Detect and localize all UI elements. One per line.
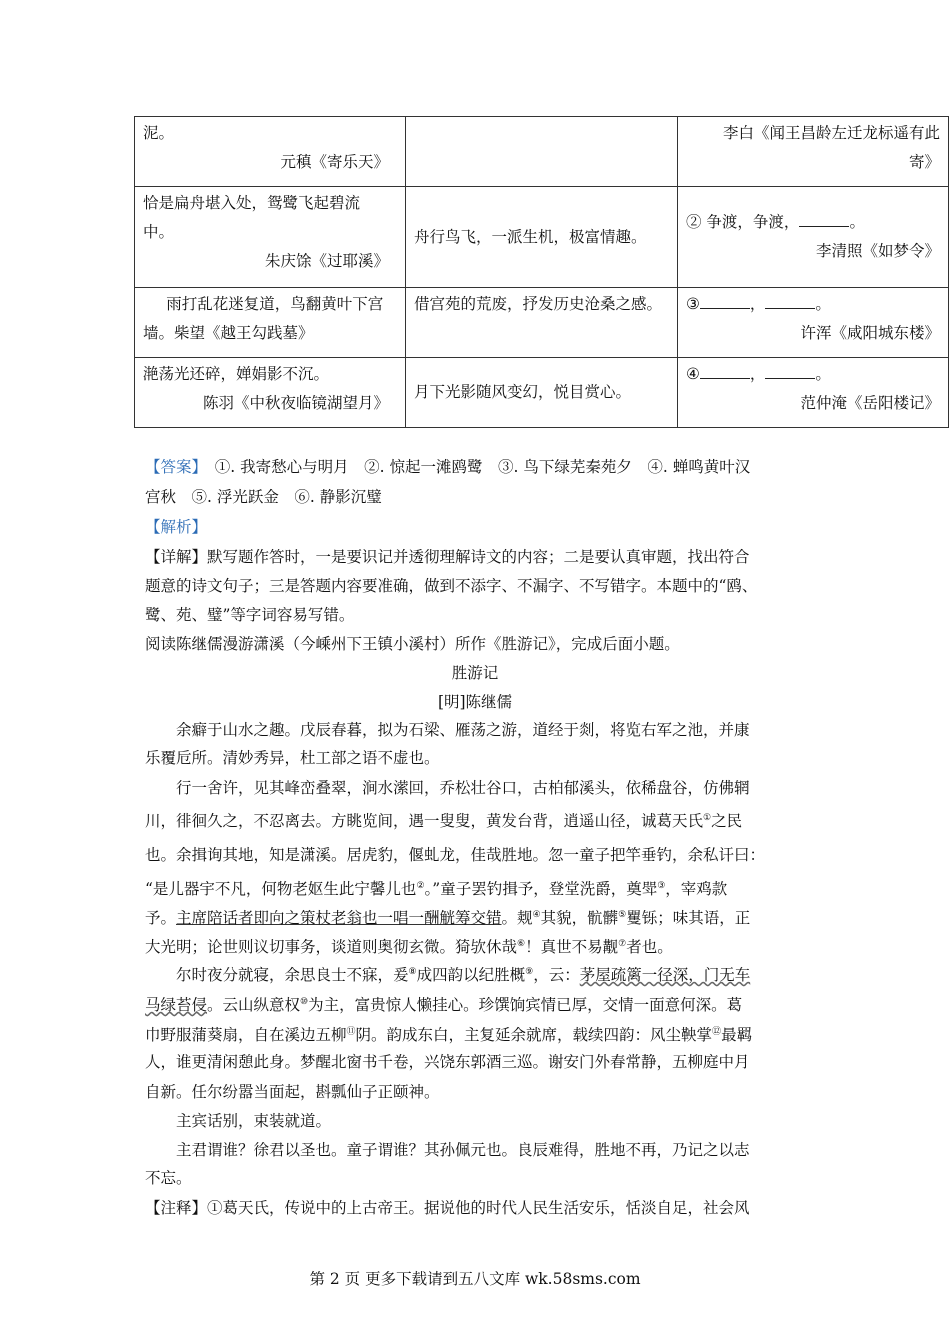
poem-line: 中。 bbox=[143, 223, 175, 241]
punctuation: 。 bbox=[849, 213, 865, 231]
paragraph-line: 主君谓谁？徐君以圣也。童子谓谁？其孙佩元也。良辰难得，胜地不再，乃记之以志 bbox=[176, 1141, 750, 1159]
text-run: 尔时夜分就寝，余思良士不寐，爰 bbox=[176, 966, 409, 985]
analysis-detail: 题意的诗文句子；三是答题内容要准确，做到不添字、不漏字、不写错字。本题中的“鸥、 bbox=[145, 577, 758, 595]
text-run: 矍铄；味其语，正 bbox=[626, 909, 751, 928]
paragraph-line: 主宾话别，束装就道。 bbox=[176, 1112, 332, 1130]
text-run: 川，徘徊久之，不忍离去。方眺览间，遇一叟叟，黄发台背，逍遥山径，诚葛天氏 bbox=[145, 812, 704, 831]
underlined-sentence: 主席陪话者即向之策杖老翁也一唱一酬觥筹交错 bbox=[176, 909, 502, 928]
punctuation: ， bbox=[749, 295, 766, 313]
poem-author: 李清照《如梦令》 bbox=[815, 242, 940, 260]
reading-intro: 阅读陈继儒漫游潇溪（今嵊州下王镇小溪村）所作《胜游记》，完成后面小题。 bbox=[145, 635, 680, 653]
paragraph-line bbox=[145, 1018, 805, 1051]
text-run: 。云山纵意权 bbox=[207, 996, 301, 1015]
text-run: 之民 bbox=[711, 812, 743, 831]
fill-blank[interactable] bbox=[765, 362, 815, 379]
poem-line: 雨打乱花迷复道，鸟翻黄叶下宫 bbox=[166, 295, 384, 313]
fill-blank[interactable] bbox=[700, 362, 750, 379]
footnote-ref: ⑪ bbox=[346, 1027, 356, 1037]
table-row bbox=[135, 117, 949, 187]
table-cell bbox=[406, 358, 678, 428]
poem-line: 滟荡光还碎，婵娟影不沉。 bbox=[143, 365, 330, 383]
annotation-line: 【注释】①葛天氏，传说中的上古帝王。据说他的时代人民生活安乐，恬淡自足，社会风 bbox=[145, 1199, 750, 1217]
table-cell bbox=[678, 187, 949, 288]
footnote-ref: ⑤ bbox=[618, 910, 627, 920]
table-row bbox=[135, 288, 949, 358]
paragraph-line: 人，谁更清闲憩此身。梦醒北窗书千卷，兴饶东郭酒三巡。谢安门外春常静，五柳庭中月 bbox=[145, 1053, 750, 1071]
footnote-ref: ④ bbox=[532, 910, 541, 920]
text-run: 者也。 bbox=[626, 938, 673, 957]
wavy-underlined-text: 马绿苔侵 bbox=[145, 996, 208, 1015]
text-run: “是儿器宇不凡，何物老妪生此宁馨儿也 bbox=[145, 880, 417, 899]
answer-tag: 【答案】 bbox=[145, 458, 200, 476]
footnote-ref: ⑧ bbox=[408, 967, 417, 977]
text-run: 其貌，骯髒 bbox=[540, 909, 619, 928]
wavy-underlined-text: 茅屋疏篱一径深，门无车 bbox=[579, 966, 751, 985]
answer-line-2: 宫秋 ⑤. 浮光跃金 ⑥. 静影沉璧 bbox=[145, 488, 382, 506]
footnote-ref: ⑥ bbox=[517, 939, 526, 949]
footnote-ref: ⑨ bbox=[525, 967, 534, 977]
page-footer: 第 2 页 更多下载请到五八文库 wk.58sms.com bbox=[309, 1270, 641, 1288]
poem-comment: 借宫苑的荒废，抒发历史沧桑之感。 bbox=[414, 295, 663, 313]
poem-author: 元稹《寄乐天》 bbox=[280, 153, 389, 171]
paragraph-line bbox=[145, 901, 805, 934]
poem-author: 范仲淹《岳阳楼记》 bbox=[800, 394, 940, 412]
text-run: 。觌 bbox=[501, 909, 533, 928]
punctuation: ， bbox=[749, 365, 766, 383]
analysis-detail: 【详解】默写题作答时，一是要识记并透彻理解诗文的内容；二是要认真审题，找出符合 bbox=[145, 548, 750, 566]
poem-table bbox=[134, 116, 949, 428]
text-run: 予。 bbox=[145, 909, 177, 928]
table-cell bbox=[406, 117, 678, 187]
paragraph-line bbox=[145, 872, 805, 905]
table-row bbox=[135, 187, 949, 288]
paragraph-line: 不忘。 bbox=[145, 1169, 192, 1187]
analysis-detail: 鹭、苑、璧”等字词容易写错。 bbox=[145, 606, 355, 624]
table-row bbox=[135, 358, 949, 428]
table-cell bbox=[135, 187, 406, 288]
footnote-ref: ② bbox=[416, 881, 425, 891]
answer-line-1 bbox=[145, 453, 805, 483]
footnote-ref: ③ bbox=[657, 881, 666, 891]
paragraph-line: 乐覆卮所。清妙秀异，杜工部之语不虚也。 bbox=[145, 749, 440, 767]
answer-text: ①. 我寄愁心与明月 ②. 惊起一滩鸥鹭 ③. 鸟下绿芜秦苑夕 ④. 蝉鸣黄叶汉 bbox=[214, 458, 751, 476]
footnote-ref: ⑩ bbox=[300, 997, 309, 1007]
paragraph-line bbox=[145, 958, 805, 991]
fill-blank[interactable] bbox=[799, 210, 849, 227]
item-number: ③ bbox=[686, 295, 700, 313]
paragraph-line: 余癖于山水之趣。戊辰春暮，拟为石梁、雁荡之游，道经于剡，将览右军之池，并康 bbox=[176, 721, 750, 739]
poem-line: 恰是扁舟堪入处，鸳鹭飞起碧流 bbox=[143, 194, 361, 212]
text-run: 巾野服蒲葵扇，自在溪边五柳 bbox=[145, 1026, 347, 1045]
poem-comment: 舟行鸟飞，一派生机，极富情趣。 bbox=[414, 227, 647, 246]
article-author: [明]陈继儒 bbox=[437, 693, 513, 711]
fill-blank[interactable] bbox=[700, 292, 750, 309]
poem-line: 泥。 bbox=[143, 124, 175, 142]
footnote-ref: ① bbox=[703, 813, 712, 823]
table-cell bbox=[135, 358, 406, 428]
text-run: 为主，富贵惊人懒挂心。珍馔饷宾情已厚，交情一面意何深。葛 bbox=[308, 996, 743, 1015]
table-cell bbox=[678, 288, 949, 358]
paragraph-line: 自新。任尔纷嚣当面起，斟瓢仙子正颐神。 bbox=[145, 1083, 440, 1101]
fill-blank[interactable] bbox=[765, 292, 815, 309]
paragraph-line bbox=[145, 988, 805, 1021]
text-run: ，云： bbox=[533, 966, 580, 985]
poem-author: 陈羽《中秋夜临镜湖望月》 bbox=[202, 394, 389, 412]
table-cell bbox=[678, 117, 949, 187]
table-cell bbox=[406, 288, 678, 358]
footnote-ref: ⑫ bbox=[712, 1027, 722, 1037]
table-cell bbox=[135, 117, 406, 187]
text-run: 阴。韵成东白，主复延余就席，载续四韵：风尘鞅掌 bbox=[355, 1026, 713, 1045]
text-run: 成四韵以纪胜概 bbox=[416, 966, 526, 985]
text-run: 大光明；论世则议切事务，谈道则奥彻玄微。猗欤休哉 bbox=[145, 938, 518, 957]
poem-author: 许浑《咸阳城东楼》 bbox=[800, 324, 940, 342]
table-cell bbox=[678, 358, 949, 428]
text-run: ，宰鸡款 bbox=[665, 880, 728, 899]
fill-prompt: ② 争渡，争渡， bbox=[686, 213, 800, 231]
poem-line: 墙。柴望《越王勾践墓》 bbox=[143, 324, 314, 342]
poem-author: 李白《闻王昌龄左迁龙标遥有此 bbox=[722, 124, 940, 142]
poem-comment: 月下光影随风变幻，悦目赏心。 bbox=[414, 383, 632, 401]
item-number: ④ bbox=[686, 365, 700, 383]
text-run: ！真世不易觏 bbox=[525, 938, 619, 957]
article-title: 胜游记 bbox=[451, 664, 499, 682]
text-run: 。”童子罢钓揖予，登堂洗爵，奠斝 bbox=[424, 880, 658, 899]
punctuation: 。 bbox=[815, 365, 831, 383]
text-run: 最羁 bbox=[721, 1026, 753, 1045]
paragraph-line: 也。余揖询其地，知是潇溪。居虎豹，偃虬龙，佳哉胜地。忽一童子把竿垂钓，余私讦曰： bbox=[145, 846, 766, 864]
poem-author: 朱庆馀《过耶溪》 bbox=[264, 252, 389, 270]
punctuation: 。 bbox=[815, 295, 831, 313]
poem-author-cont: 寄》 bbox=[908, 153, 940, 171]
table-cell bbox=[406, 187, 678, 288]
footnote-ref: ⑦ bbox=[618, 939, 627, 949]
paragraph-line: 行一舍许，见其峰峦叠翠，涧水潆回，乔松壮谷口，古柏郁溪头，依稀盘谷，仿佛辋 bbox=[176, 779, 750, 797]
analysis-tag: 【解析】 bbox=[145, 518, 208, 536]
table-cell bbox=[135, 288, 406, 358]
paragraph-line bbox=[145, 804, 805, 837]
